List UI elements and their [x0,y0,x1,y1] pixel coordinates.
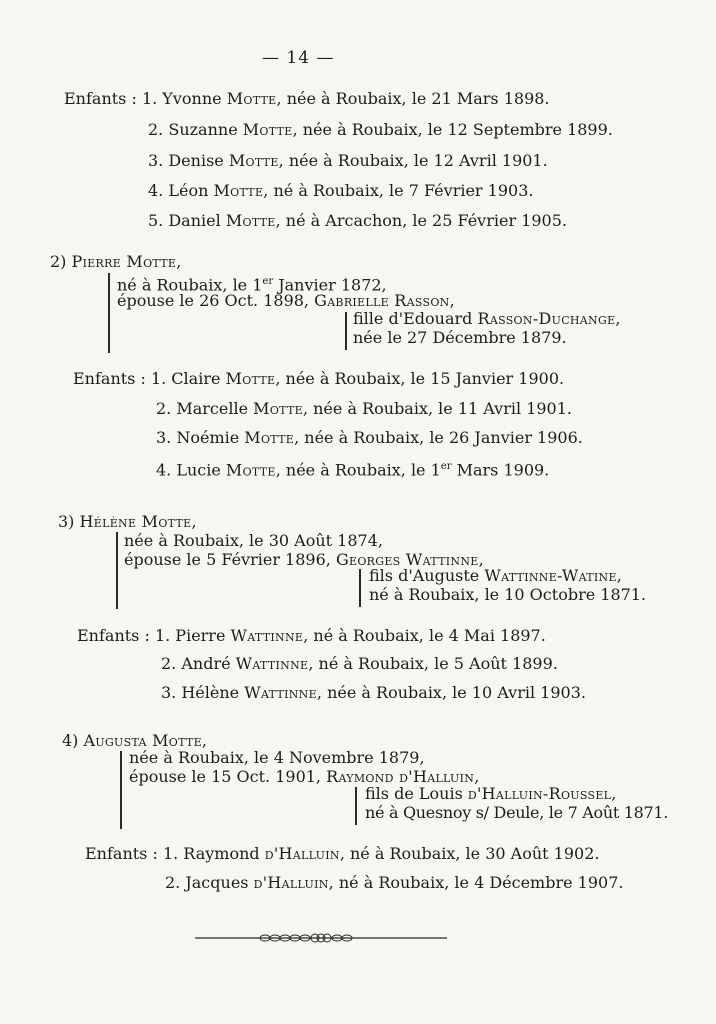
f3-child-3: 3. Hélène Wattinne, née à Roubaix, le 10 Avril 1903. [161,683,586,702]
f2-bracket [108,273,110,353]
f2-birth: né à Roubaix, le 1er Janvier 1872, [117,275,387,295]
f4-spouse-father: fils de Louis d'Halluin-Roussel, [365,784,617,803]
f2-child-3: 3. Noémie Motte, née à Roubaix, le 26 Janvier 1906. [156,428,583,447]
f1-child-4: 4. Léon Motte, né à Roubaix, le 7 Février 1903. [148,181,534,200]
page-number: — 14 — [262,48,335,68]
f3-child-2: 2. André Wattinne, né à Roubaix, le 5 Août 1899. [161,654,558,673]
f2-header: 2) Pierre Motte, [50,252,182,271]
f3-birth: née à Roubaix, le 30 Août 1874, [124,531,383,550]
f4-header: 4) Augusta Motte, [62,731,208,750]
f3-spouse-bracket [359,569,361,607]
f2-child-2: 2. Marcelle Motte, née à Roubaix, le 11 Avril 1901. [156,399,572,418]
f2-spouse-bracket [345,312,347,350]
f3-spouse-birth: né à Roubaix, le 10 Octobre 1871. [369,585,647,604]
f2-spouse-birth: née le 27 Décembre 1879. [353,328,567,347]
f4-spouse-bracket [355,787,357,825]
f3-child-1: Enfants : 1. Pierre Wattinne, né à Roubaix, le 4 Mai 1897. [77,626,546,645]
f2-child-1: Enfants : 1. Claire Motte, née à Roubaix, le 15 Janvier 1900. [73,369,565,388]
f1-child-5: 5. Daniel Motte, né à Arcachon, le 25 Février 1905. [148,211,567,230]
f4-child-2: 2. Jacques d'Halluin, né à Roubaix, le 4 Décembre 1907. [165,873,624,892]
f2-child-4: 4. Lucie Motte, née à Roubaix, le 1er Mars 1909. [156,460,550,480]
f4-child-1: Enfants : 1. Raymond d'Halluin, né à Roubaix, le 30 Août 1902. [85,844,600,863]
f4-bracket [120,751,122,829]
f3-spouse-father: fils d'Auguste Wattinne-Watine, [369,566,623,585]
f2-marriage: épouse le 26 Oct. 1898, Gabrielle Rasson, [117,291,455,310]
f4-birth: née à Roubaix, le 4 Novembre 1879, [129,748,425,767]
f3-bracket [116,532,118,609]
ornament-divider [195,930,447,946]
f4-spouse-birth: né à Quesnoy s/ Deule, le 7 Août 1871. [365,803,669,822]
f3-marriage: épouse le 5 Février 1896, Georges Wattinne, [124,550,484,569]
f2-spouse-father: fille d'Edouard Rasson-Duchange, [353,309,621,328]
f1-child-3: 3. Denise Motte, née à Roubaix, le 12 Avril 1901. [148,151,548,170]
f1-child-2: 2. Suzanne Motte, née à Roubaix, le 12 Septembre 1899. [148,120,613,139]
f4-marriage: épouse le 15 Oct. 1901, Raymond d'Halluin, [129,767,480,786]
f3-header: 3) Hélène Motte, [58,512,197,531]
f1-child-1: Enfants : 1. Yvonne Motte, née à Roubaix, le 21 Mars 1898. [64,89,550,108]
